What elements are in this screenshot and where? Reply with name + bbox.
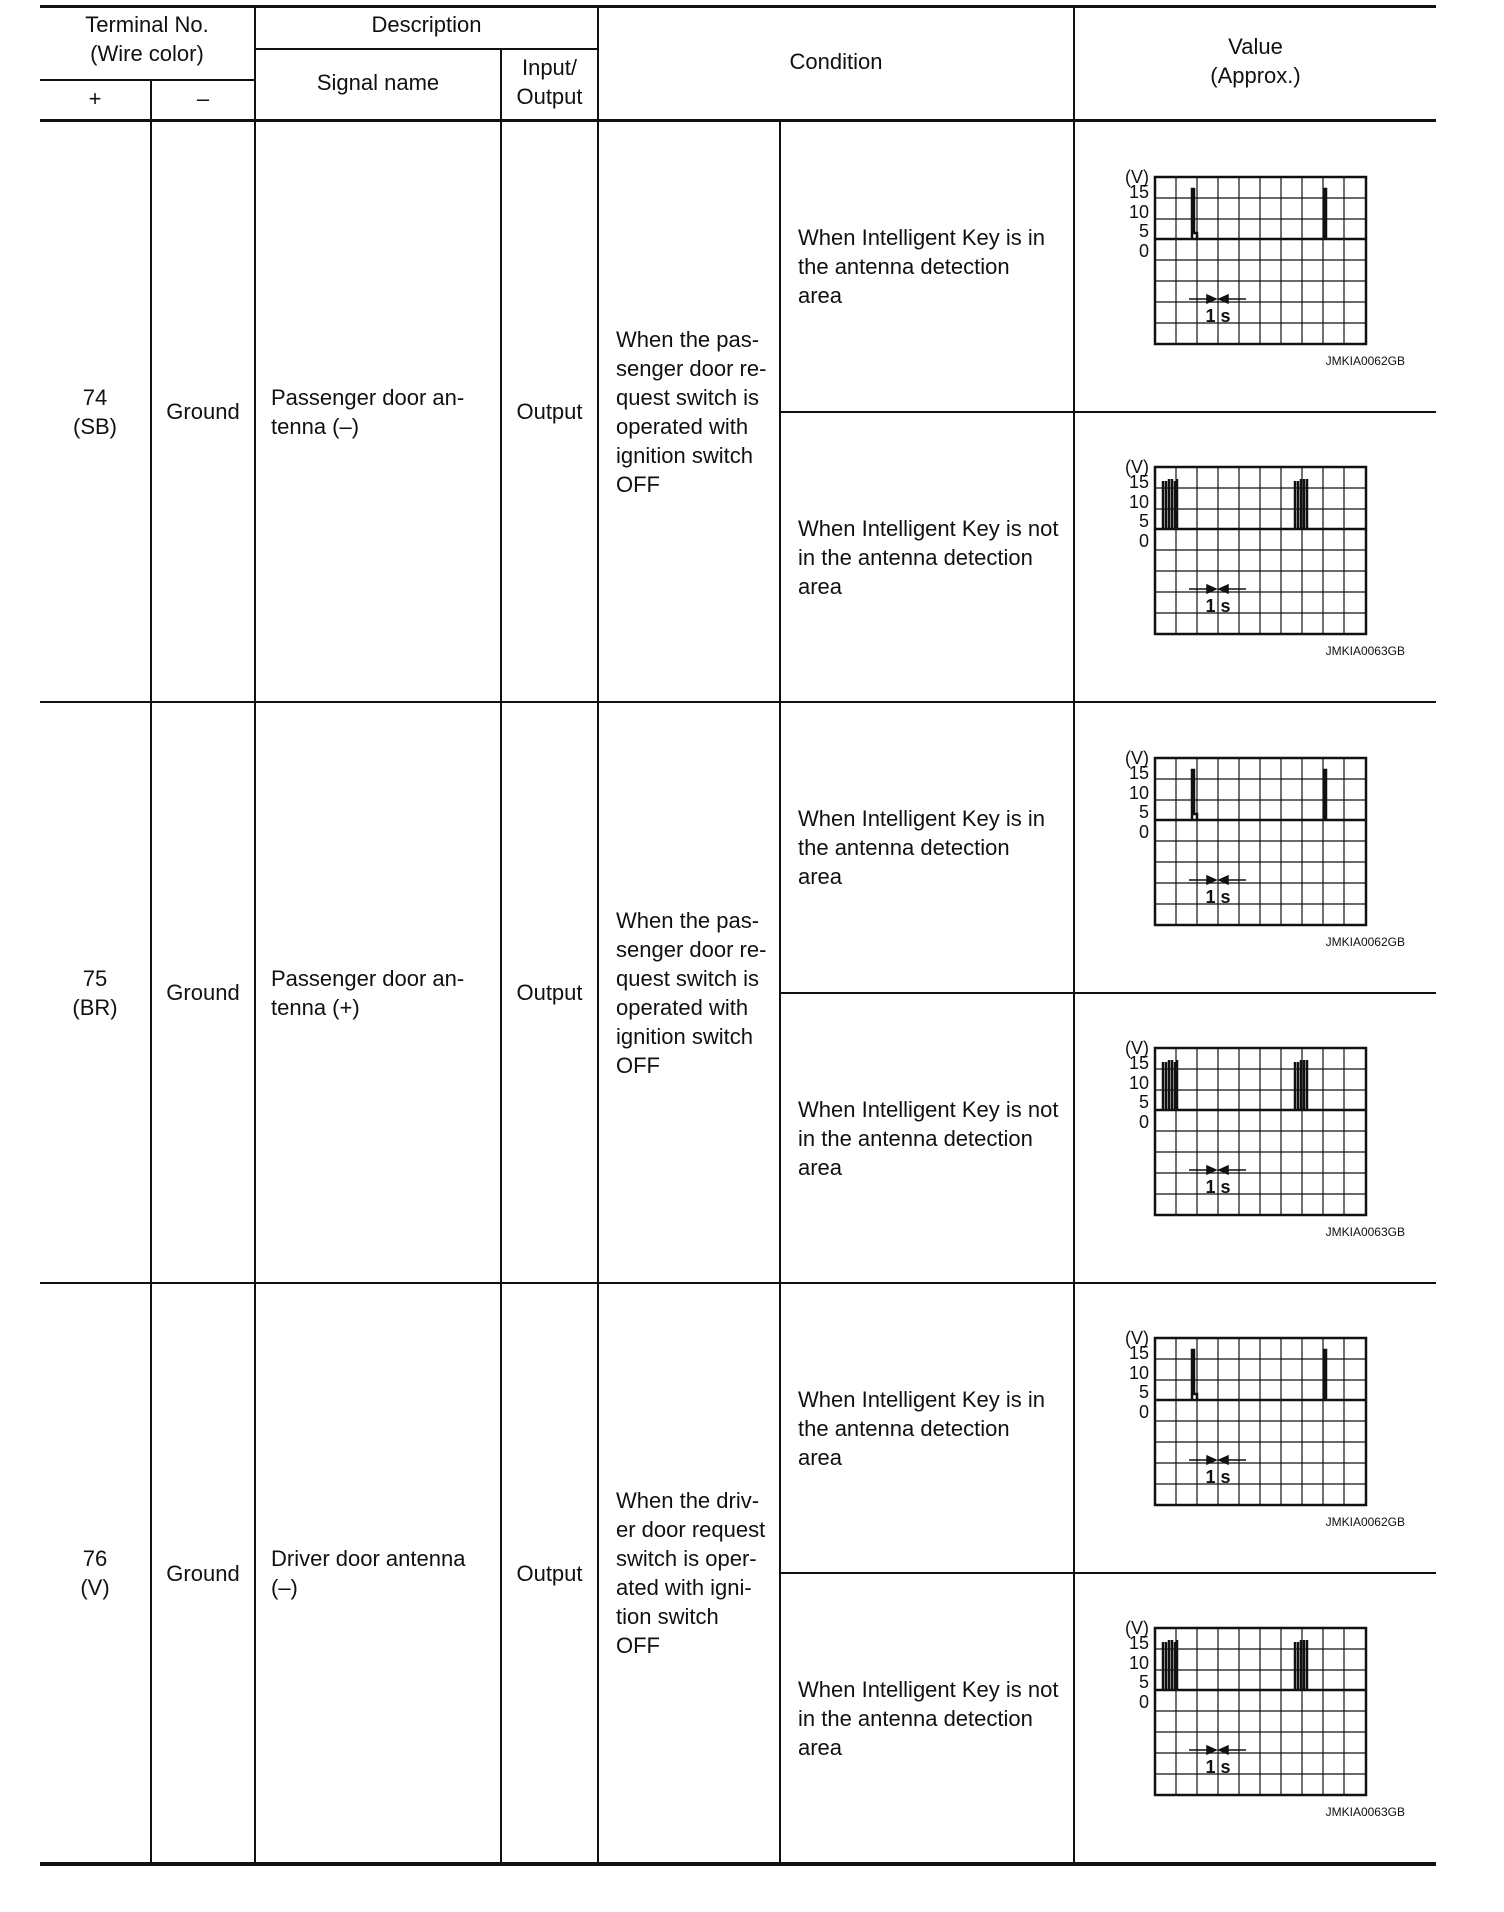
- tick-label: 10: [1128, 492, 1149, 512]
- condition-main: When the driv- er door request switch is oper- ated with igni- tion switch OFF: [616, 1488, 766, 1658]
- desc-divider: [256, 48, 598, 50]
- figure-code: JMKIA0062GB: [1325, 354, 1405, 368]
- table-bottom-border: [40, 1862, 1436, 1866]
- header-input-output: Input/ Output: [516, 55, 583, 109]
- signal-trace: [1163, 1060, 1307, 1110]
- header-plus: +: [88, 86, 102, 111]
- unit-label: (V): [1125, 457, 1149, 477]
- tick-label: 15: [1128, 182, 1149, 202]
- unit-label: (V): [1125, 1038, 1149, 1058]
- signal-trace: [1163, 1640, 1307, 1690]
- time-scale-label: 1 s: [1205, 887, 1231, 907]
- tick-label: 5: [1138, 802, 1149, 822]
- unit-label: (V): [1125, 748, 1149, 768]
- header-signal-name: Signal name: [316, 70, 440, 95]
- grid: [1155, 467, 1366, 634]
- grid: [1155, 1628, 1366, 1795]
- tick-label: 15: [1128, 472, 1149, 492]
- tick-label: 0: [1138, 241, 1149, 261]
- figure-code: JMKIA0062GB: [1325, 1515, 1405, 1529]
- waveform-figure: [1115, 748, 1375, 948]
- terminal-divider: [40, 79, 256, 81]
- tick-label: 15: [1128, 1343, 1149, 1363]
- col-divider: [597, 5, 599, 1863]
- table-top-border: [40, 5, 1436, 8]
- tick-label: 10: [1128, 1653, 1149, 1673]
- grid: [1155, 758, 1366, 925]
- signal-trace: [1163, 479, 1307, 529]
- time-scale-label: 1 s: [1205, 596, 1231, 616]
- time-scale-label: 1 s: [1205, 1757, 1231, 1777]
- waveform-figure: [1115, 1038, 1375, 1238]
- figure-code: JMKIA0062GB: [1325, 935, 1405, 949]
- condition-sub: When Intelligent Key is not in the antenna detection area: [798, 1676, 1059, 1760]
- col-divider: [779, 120, 781, 1863]
- unit-label: (V): [1125, 167, 1149, 187]
- header-minus: –: [196, 86, 210, 111]
- signal-name: Driver door antenna (–): [271, 1546, 466, 1600]
- col-divider: [254, 5, 256, 1863]
- tick-label: 5: [1138, 221, 1149, 241]
- header-value: Value (Approx.): [1210, 34, 1301, 88]
- waveform-figure: [1115, 457, 1375, 657]
- unit-label: (V): [1125, 1328, 1149, 1348]
- time-scale-label: 1 s: [1205, 306, 1231, 326]
- tick-label: 5: [1138, 511, 1149, 531]
- figure-code: JMKIA0063GB: [1325, 1805, 1405, 1819]
- condition-sub: When Intelligent Key is in the antenna detection area: [798, 806, 1046, 889]
- figure-code: JMKIA0063GB: [1325, 1225, 1405, 1239]
- tick-label: 0: [1138, 822, 1149, 842]
- tick-label: 0: [1138, 531, 1149, 551]
- signal-trace: [1192, 770, 1326, 820]
- grid: [1155, 177, 1366, 344]
- condition-sub: When Intelligent Key is not in the antenna detection area: [798, 1096, 1059, 1180]
- header-terminal-no: Terminal No. (Wire color): [85, 12, 209, 66]
- figure-code: JMKIA0063GB: [1325, 644, 1405, 658]
- tick-label: 0: [1138, 1692, 1149, 1712]
- signal-trace: [1192, 189, 1326, 239]
- waveform-figure: [1115, 167, 1375, 367]
- condition-sub: When Intelligent Key is in the antenna detection area: [798, 1386, 1046, 1470]
- ground-cell: Ground: [166, 980, 240, 1005]
- tick-label: 10: [1128, 202, 1149, 222]
- tick-label: 5: [1138, 1672, 1149, 1692]
- tick-label: 10: [1128, 1363, 1149, 1383]
- tick-label: 0: [1138, 1112, 1149, 1132]
- ground-cell: Ground: [166, 1560, 240, 1586]
- header-condition: Condition: [789, 49, 883, 74]
- condition-main: When the pas- senger door re- quest switch is operated with ignition switch OFF: [616, 907, 767, 1078]
- io-cell: Output: [516, 399, 583, 424]
- waveform-figure: [1115, 1618, 1375, 1818]
- tick-label: 15: [1128, 1633, 1149, 1653]
- signal-name: Passenger door an- tenna (–): [271, 384, 465, 439]
- terminal-number: 74 (SB): [73, 384, 117, 439]
- col-divider: [1073, 5, 1075, 1863]
- io-cell: Output: [516, 1560, 583, 1586]
- waveform-figure: [1115, 1328, 1375, 1528]
- time-scale-label: 1 s: [1205, 1177, 1231, 1197]
- header-description: Description: [371, 12, 482, 37]
- terminal-number: 75 (BR): [72, 965, 118, 1020]
- tick-label: 5: [1138, 1382, 1149, 1402]
- tick-label: 15: [1128, 1053, 1149, 1073]
- condition-sub: When Intelligent Key is in the antenna detection area: [798, 225, 1046, 308]
- condition-main: When the pas- senger door re- quest switch is operated with ignition switch OFF: [616, 326, 767, 497]
- tick-label: 5: [1138, 1092, 1149, 1112]
- tick-label: 10: [1128, 783, 1149, 803]
- grid: [1155, 1338, 1366, 1505]
- ground-cell: Ground: [166, 399, 240, 424]
- terminal-number: 76 (V): [80, 1546, 110, 1600]
- condition-sub: When Intelligent Key is not in the antenna detection area: [798, 516, 1059, 599]
- grid: [1155, 1048, 1366, 1215]
- tick-label: 0: [1138, 1402, 1149, 1422]
- signal-trace: [1192, 1350, 1326, 1400]
- unit-label: (V): [1125, 1618, 1149, 1638]
- tick-label: 15: [1128, 763, 1149, 783]
- tick-label: 10: [1128, 1073, 1149, 1093]
- signal-name: Passenger door an- tenna (+): [271, 965, 465, 1020]
- io-cell: Output: [516, 980, 583, 1005]
- time-scale-label: 1 s: [1205, 1467, 1231, 1487]
